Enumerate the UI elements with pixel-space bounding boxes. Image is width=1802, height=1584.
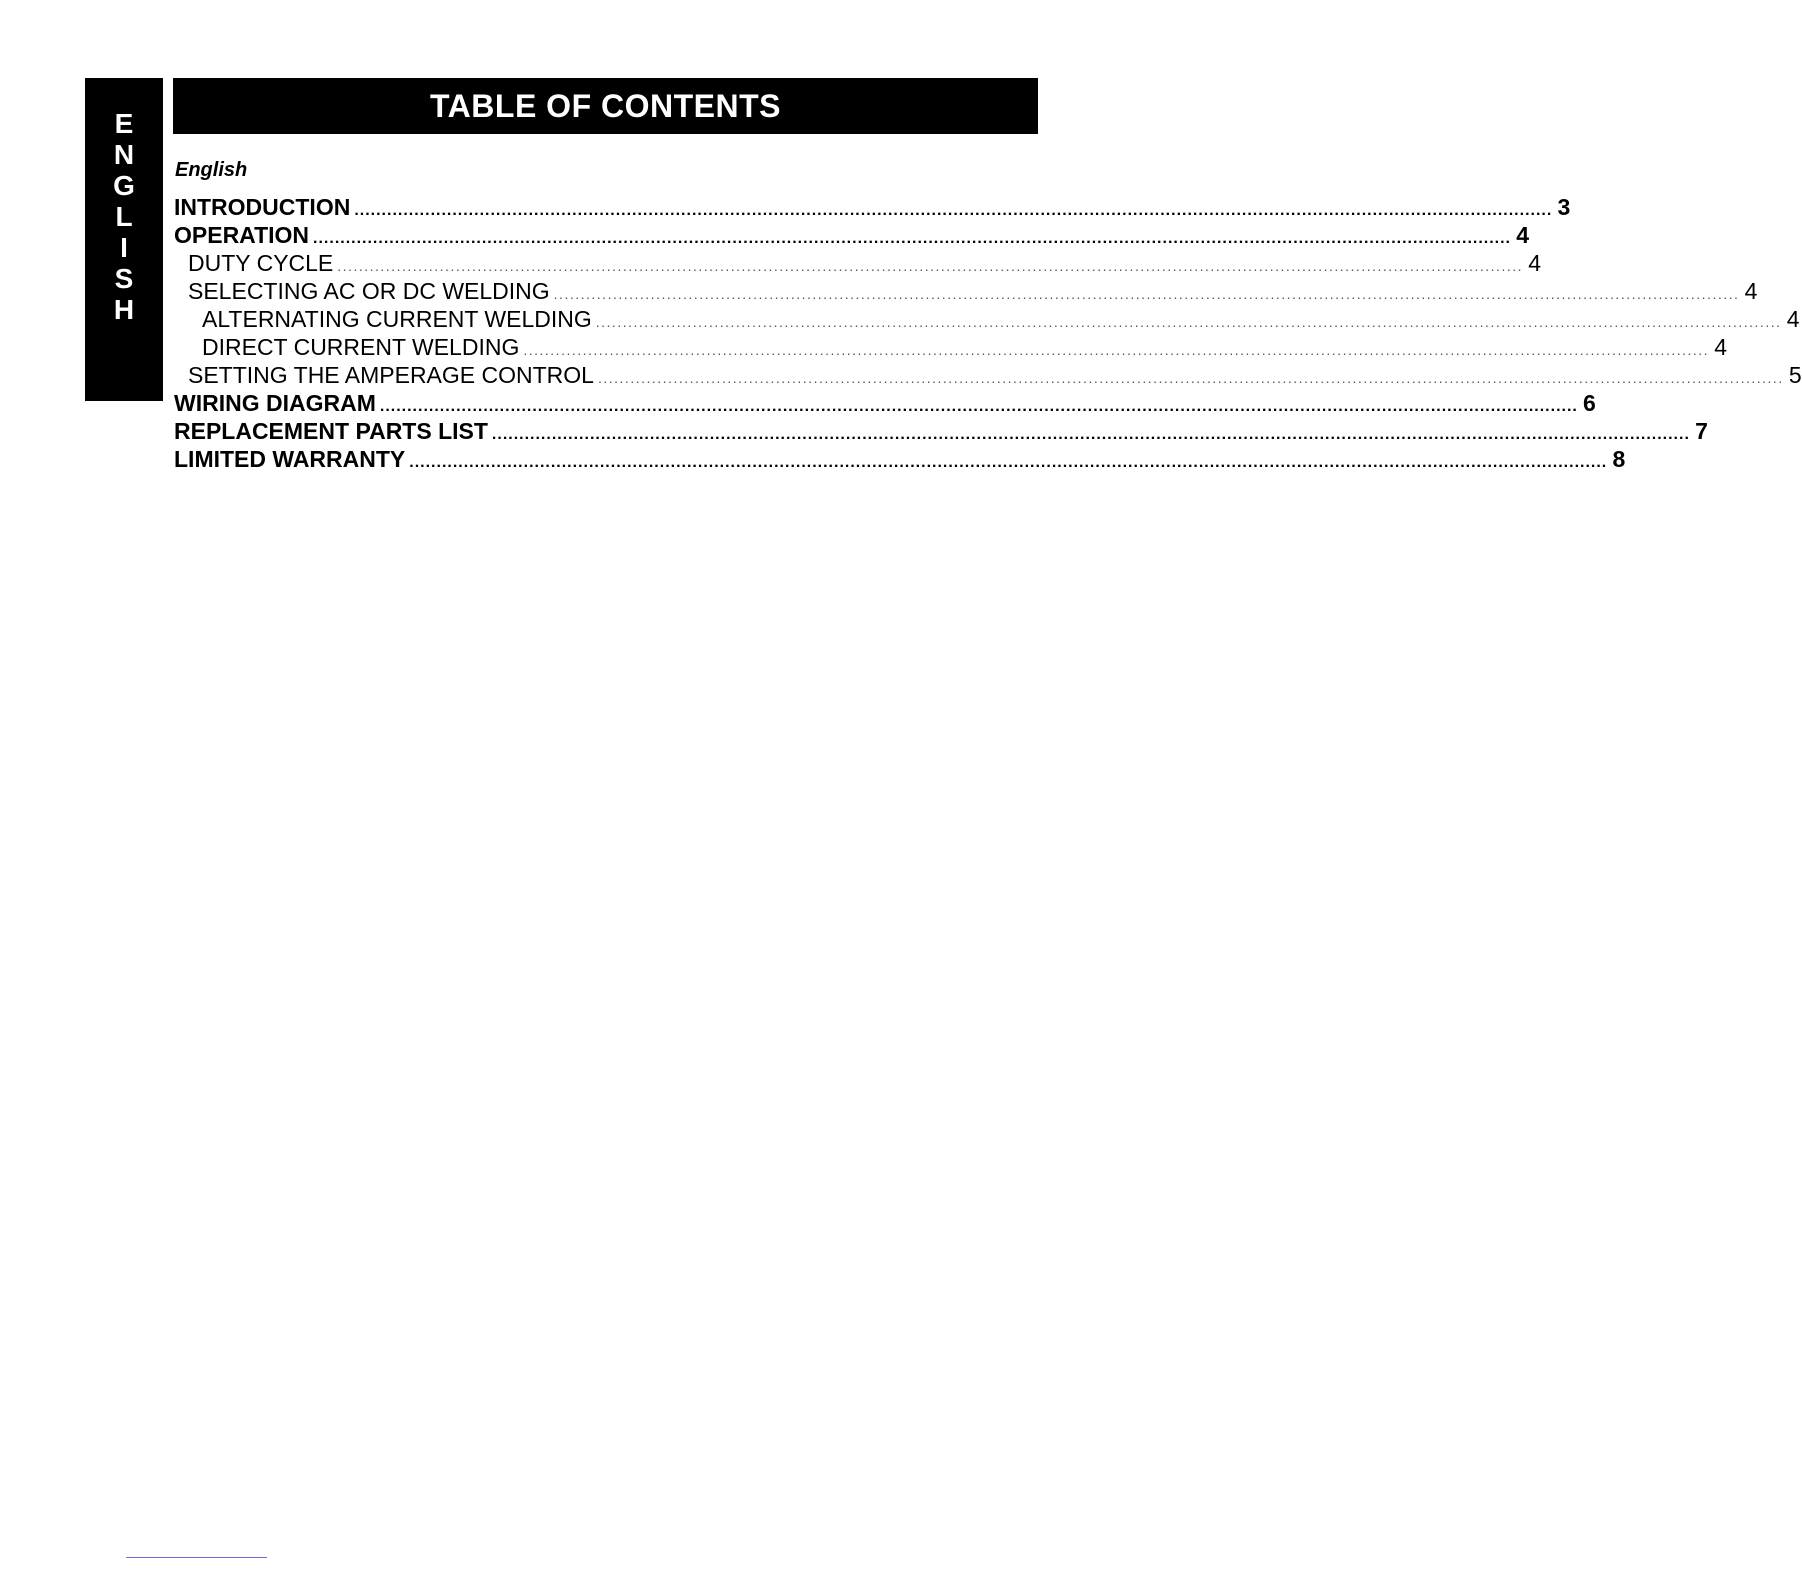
language-side-tab bbox=[85, 78, 163, 401]
toc-entry-title: REPLACEMENT PARTS LIST bbox=[174, 418, 488, 444]
toc-entry[interactable] bbox=[174, 417, 1708, 445]
toc-entry-title: ALTERNATING CURRENT WELDING bbox=[202, 306, 592, 332]
toc-entry[interactable] bbox=[174, 305, 1800, 333]
dot-leader: ............................................................................................................................................................................................................................ bbox=[597, 370, 1784, 386]
toc-entry-page-number: 8 bbox=[1612, 446, 1626, 472]
toc-entry-title: INTRODUCTION bbox=[174, 194, 351, 220]
side-tab-letter: L bbox=[115, 201, 133, 232]
dot-leader: ............................................................................................................................................................................................................................ bbox=[337, 258, 1524, 274]
toc-entry-page-number: 3 bbox=[1557, 194, 1571, 220]
page-title: TABLE OF CONTENTS bbox=[430, 87, 781, 124]
dot-leader: ............................................................................................................................................................................................................................ bbox=[354, 202, 1553, 219]
toc-entry-title: DIRECT CURRENT WELDING bbox=[202, 334, 520, 360]
dot-leader: ............................................................................................................................................................................................................................ bbox=[553, 286, 1740, 302]
toc-entry-title: DUTY CYCLE bbox=[188, 250, 334, 276]
toc-entry-page-number: 4 bbox=[1744, 278, 1758, 304]
footer-rule bbox=[126, 1557, 267, 1558]
toc-entry[interactable] bbox=[174, 361, 1802, 389]
side-tab-letter: E bbox=[114, 108, 134, 139]
dot-leader: ............................................................................................................................................................................................................................ bbox=[379, 398, 1578, 415]
toc-entry[interactable] bbox=[174, 221, 1529, 249]
toc-entry-page-number: 6 bbox=[1583, 390, 1596, 416]
toc-entry-title: SELECTING AC OR DC WELDING bbox=[188, 278, 550, 304]
toc-entry-page-number: 4 bbox=[1714, 334, 1728, 360]
toc-entry-page-number: 4 bbox=[1786, 306, 1800, 332]
side-tab-letter: G bbox=[113, 170, 135, 201]
toc-entry[interactable] bbox=[174, 193, 1571, 221]
toc-entry-title: LIMITED WARRANTY bbox=[174, 446, 406, 472]
toc-entry[interactable] bbox=[174, 445, 1626, 473]
table-of-contents bbox=[174, 193, 1802, 473]
title-bar bbox=[173, 78, 1038, 134]
toc-entry-title: SETTING THE AMPERAGE CONTROL bbox=[188, 362, 594, 388]
dot-leader: ............................................................................................................................................................................................................................ bbox=[523, 342, 1710, 358]
dot-leader: ............................................................................................................................................................................................................................ bbox=[313, 230, 1511, 247]
dot-leader: ............................................................................................................................................................................................................................ bbox=[491, 426, 1690, 443]
toc-entry[interactable] bbox=[174, 249, 1542, 277]
side-tab-letter: S bbox=[114, 263, 134, 294]
toc-entry[interactable] bbox=[174, 389, 1596, 417]
toc-entry-title: OPERATION bbox=[174, 222, 310, 248]
toc-entry-page-number: 5 bbox=[1788, 362, 1802, 388]
toc-entry-page-number: 4 bbox=[1516, 222, 1529, 248]
side-tab-letter: I bbox=[120, 232, 128, 263]
side-tab-letter: N bbox=[113, 139, 135, 170]
side-tab-letters bbox=[85, 108, 163, 325]
toc-entry[interactable] bbox=[174, 333, 1728, 361]
toc-entry-title: WIRING DIAGRAM bbox=[174, 390, 376, 416]
language-label: English bbox=[175, 159, 248, 181]
dot-leader: ............................................................................................................................................................................................................................ bbox=[409, 454, 1608, 471]
toc-entry-page-number: 4 bbox=[1528, 250, 1542, 276]
dot-leader: ............................................................................................................................................................................................................................ bbox=[595, 314, 1782, 330]
toc-entry[interactable] bbox=[174, 277, 1758, 305]
toc-entry-page-number: 7 bbox=[1695, 418, 1708, 444]
side-tab-letter: H bbox=[113, 294, 135, 325]
